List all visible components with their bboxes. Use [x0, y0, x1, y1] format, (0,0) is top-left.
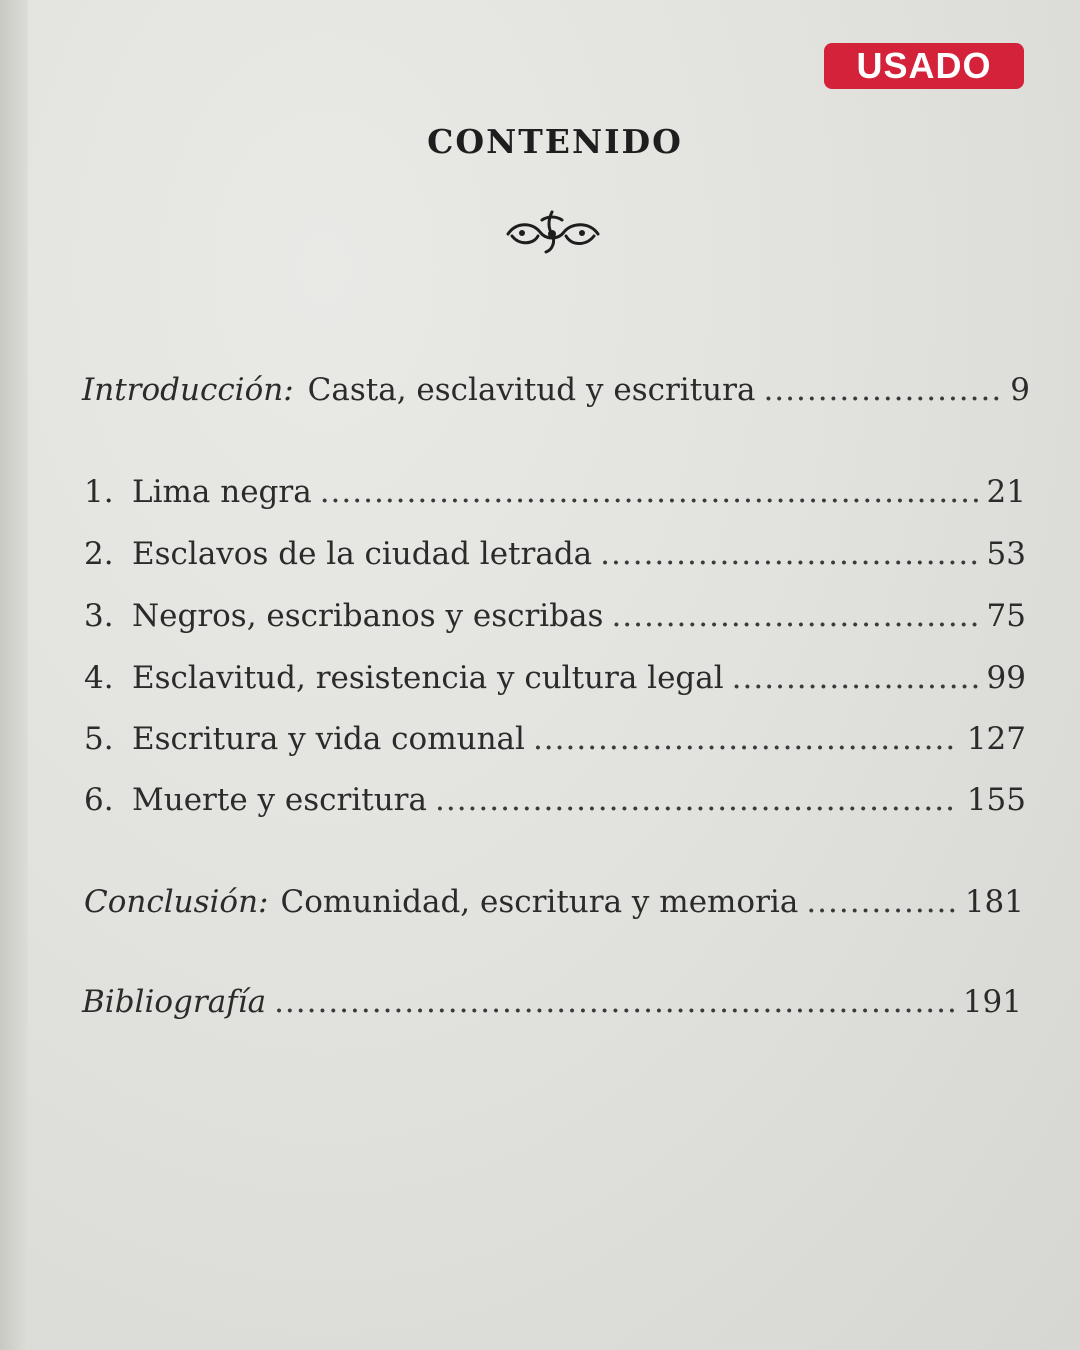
toc-entry-chapter-6	[84, 782, 1026, 818]
chapter-page: 99	[986, 660, 1026, 696]
chapter-page: 53	[986, 536, 1026, 572]
leader-dots	[435, 782, 959, 818]
used-badge: USADO	[824, 43, 1024, 89]
chapter-title: Esclavos de la ciudad letrada	[132, 536, 593, 572]
page-title: CONTENIDO	[427, 122, 683, 161]
leader-dots	[763, 372, 1002, 408]
chapter-number: 4.	[84, 660, 114, 696]
intro-page: 9	[1010, 372, 1030, 408]
toc-entry-chapter-1	[84, 474, 1026, 510]
leader-dots	[600, 536, 978, 572]
chapter-title: Muerte y escritura	[132, 782, 427, 818]
chapter-page: 21	[986, 474, 1026, 510]
leader-dots	[806, 884, 957, 920]
leader-dots	[320, 474, 979, 510]
chapter-page: 155	[966, 782, 1026, 818]
conclusion-page: 181	[964, 884, 1024, 920]
page-gutter	[0, 0, 28, 1350]
bibliography-label: Bibliografía	[82, 984, 267, 1020]
chapter-number: 5.	[84, 721, 114, 757]
intro-label: Introducción:	[82, 372, 294, 408]
toc-entry-introduction	[82, 372, 1030, 408]
conclusion-label: Conclusión:	[84, 884, 269, 920]
chapter-title: Lima negra	[132, 474, 312, 510]
conclusion-title: Comunidad, escritura y memoria	[280, 884, 799, 920]
chapter-title: Esclavitud, resistencia y cultura legal	[132, 660, 724, 696]
chapter-page: 75	[986, 598, 1026, 634]
chapter-page: 127	[966, 721, 1026, 757]
fleuron-ornament-icon	[502, 206, 602, 258]
leader-dots	[732, 660, 979, 696]
chapter-number: 2.	[84, 536, 114, 572]
toc-entry-conclusion	[84, 884, 1024, 920]
toc-entry-chapter-2	[84, 536, 1026, 572]
leader-dots	[533, 721, 959, 757]
chapter-number: 6.	[84, 782, 114, 818]
chapter-number: 1.	[84, 474, 114, 510]
toc-entry-chapter-4	[84, 660, 1026, 696]
leader-dots	[611, 598, 978, 634]
chapter-title: Escritura y vida comunal	[132, 721, 525, 757]
intro-title: Casta, esclavitud y escritura	[307, 372, 756, 408]
chapter-number: 3.	[84, 598, 114, 634]
chapter-title: Negros, escribanos y escribas	[132, 598, 604, 634]
toc-entry-chapter-5	[84, 721, 1026, 757]
toc-entry-bibliography	[82, 984, 1022, 1020]
bibliography-page: 191	[962, 984, 1022, 1020]
toc-entry-chapter-3	[84, 598, 1026, 634]
leader-dots	[274, 984, 955, 1020]
